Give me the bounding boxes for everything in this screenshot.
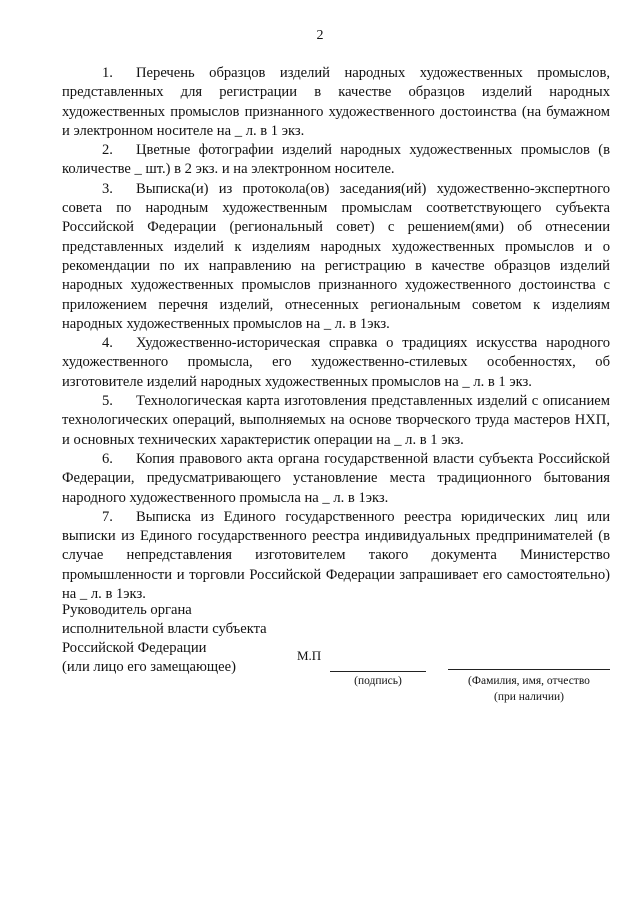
item-text: Копия правового акта органа государственной власти субъекта Российской Федерации, предусматривающего установление места традиционного бытования народного художественного промысла на _ л. в 1экз. xyxy=(62,450,610,506)
name-caption xyxy=(448,673,610,705)
list-item xyxy=(62,392,610,450)
item-text: Выписка(и) из протокола(ов) заседания(ий) художественно-экспертного совета по народным художественным промыслам соответствующего субъекта Российской Федерации (региональный совет) с решением(ями) об отнесении представленных изделий к изделиям народных художественных промыслов и о рекомендации по их направлению на регистрацию в качестве образцов изделий народных художественных промыслов признанного художественного достоинства с приложением перечня изделий, отнесенных региональным советом к изделиям народных художественных промыслов на _ л. в 1экз. xyxy=(62,180,610,332)
signatory-line: Руководитель органа xyxy=(62,602,192,618)
signature-caption: (подпись) xyxy=(354,675,402,687)
item-number: 2. xyxy=(102,142,113,159)
name-caption-line-1: (Фамилия, имя, отчество xyxy=(468,675,590,687)
item-number: 5. xyxy=(102,393,113,410)
signature-line xyxy=(330,671,426,672)
item-text: Цветные фотографии изделий народных художественных промыслов (в количестве _ шт.) в 2 экз. и на электронном носителе. xyxy=(62,142,610,178)
name-caption-line-2: (при наличии) xyxy=(494,691,564,703)
item-text: Художественно-историческая справка о традициях искусства народного художественного промысла, его художественно-стилевых особенностях, об изготовителе изделий народных художественных промыслов на _ л. в 1 экз. xyxy=(62,335,610,390)
item-text: Выписка из Единого государственного реестра юридических лиц или выписки из Единого государственного реестра индивидуальных предпринимателей (в случае непредставления изготовителем такого документа Министерство промышленности и торговли Российской Федерации запрашивает его самостоятельно) на _ л. в 1экз. xyxy=(62,508,610,603)
item-number: 7. xyxy=(102,508,113,525)
signatory-line: (или лицо его замещающее) xyxy=(62,659,236,675)
list-item xyxy=(62,180,610,334)
signatory-line: Российской Федерации xyxy=(62,640,207,656)
list-item xyxy=(62,450,610,508)
signatory-line: исполнительной власти субъекта xyxy=(62,621,267,637)
item-text: Технологическая карта изготовления представленных изделий с описанием технологических операций, выполняемых на основе творческого труда мастеров НХП, и основных технических характеристик операции на _ л. в 1 экз. xyxy=(62,393,610,448)
item-number: 4. xyxy=(102,335,113,352)
list-item xyxy=(62,508,610,604)
document-list xyxy=(62,64,610,604)
list-item xyxy=(62,141,610,180)
page-number: 2 xyxy=(316,28,324,43)
list-item xyxy=(62,64,610,141)
list-item xyxy=(62,334,610,392)
item-text: Перечень образцов изделий народных художественных промыслов, представленных для регистрации в качестве образцов изделий народных художественных промыслов признанного художественного достоинства (на бумажном и электронном носителе на _ л. в 1 экз. xyxy=(62,65,610,139)
stamp-place-label: М.П xyxy=(297,648,322,663)
item-number: 1. xyxy=(102,65,113,81)
item-number: 6. xyxy=(102,450,113,467)
item-number: 3. xyxy=(102,180,113,197)
name-line xyxy=(448,669,610,670)
signatory-title xyxy=(62,601,292,677)
